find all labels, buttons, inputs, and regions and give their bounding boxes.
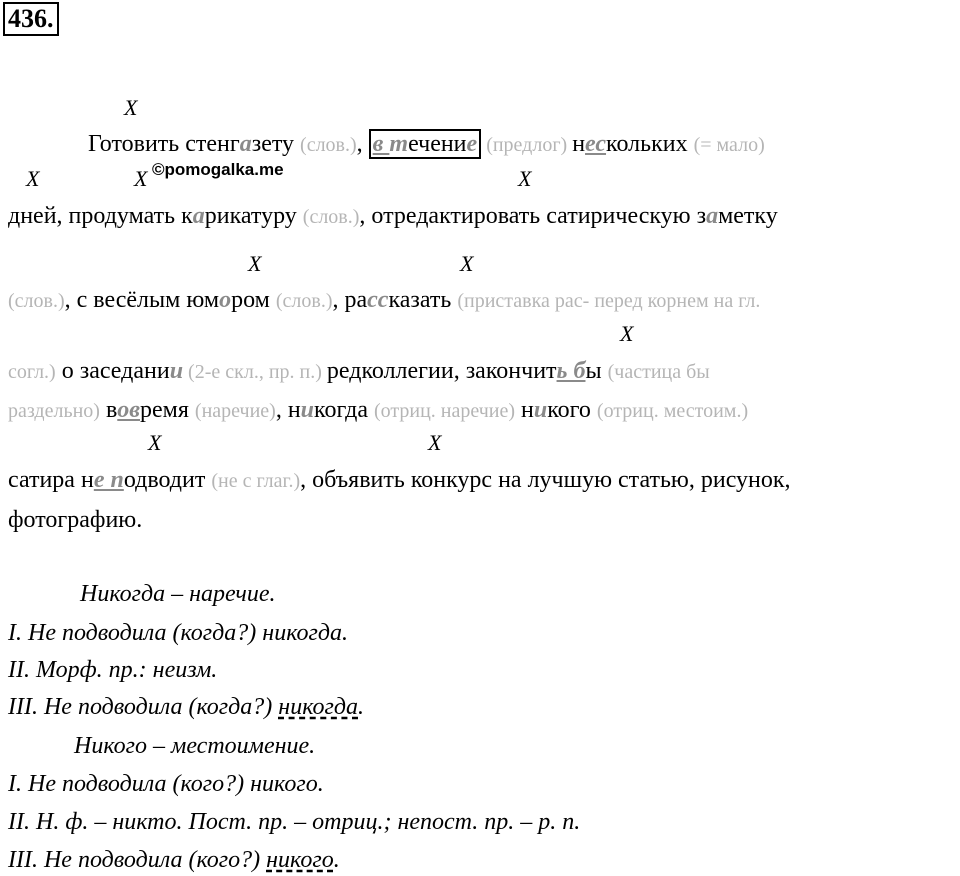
stress-mark: X bbox=[518, 166, 532, 191]
text-line-2: дней, продумать карикатуру (слов.), отредактировать сатирическую заметку bbox=[8, 203, 778, 229]
underlined-word: никого bbox=[266, 847, 334, 873]
stress-mark: X bbox=[428, 430, 442, 455]
stress-mark: X bbox=[134, 166, 148, 191]
stress-mark: X bbox=[460, 251, 474, 276]
text-line-3: (слов.), с весёлым юмором (слов.), рассказать (приставка рас- перед корнем на гл. bbox=[8, 287, 761, 313]
analysis-row: I. Не подводила (когда?) никогда. bbox=[8, 620, 349, 646]
stress-mark: X bbox=[620, 321, 634, 346]
stress-mark: X bbox=[148, 430, 162, 455]
text-line-6: сатира не подводит (не с глаг.), объявить конкурс на лучшую статью, рисунок, bbox=[8, 467, 791, 493]
analysis-row: III. Не подводила (кого?) никого. bbox=[8, 847, 340, 873]
boxed-word: в течение bbox=[369, 129, 482, 159]
exercise-number: 436. bbox=[3, 2, 59, 36]
text-line-7: фотографию. bbox=[8, 507, 143, 533]
analysis-row: II. Морф. пр.: неизм. bbox=[8, 657, 218, 683]
stress-mark: X bbox=[26, 166, 40, 191]
stress-mark: X bbox=[248, 251, 262, 276]
analysis-title-2: Никого – местоимение. bbox=[74, 733, 316, 759]
analysis-row: I. Не подводила (кого?) никого. bbox=[8, 771, 324, 797]
text-line-5: раздельно) вовремя (наречие), никогда (отриц. наречие) никого (отриц. местоим.) bbox=[8, 397, 749, 423]
text-line-4: согл.) о заседании (2-е скл., пр. п.) редколлегии, закончить бы (частица бы bbox=[8, 358, 710, 384]
analysis-row: III. Не подводила (когда?) никогда. bbox=[8, 694, 365, 720]
analysis-title-1: Никогда – наречие. bbox=[80, 581, 276, 607]
analysis-row: II. Н. ф. – никто. Пост. пр. – отриц.; непост. пр. – р. п. bbox=[8, 809, 581, 835]
underlined-word: никогда bbox=[278, 694, 359, 720]
stress-mark: X bbox=[124, 95, 138, 120]
watermark: ©pomogalka.me bbox=[152, 160, 284, 179]
text-line-1: Готовить стенгазету (слов.), в течение (предлог) нескольких (= мало) bbox=[88, 131, 765, 157]
